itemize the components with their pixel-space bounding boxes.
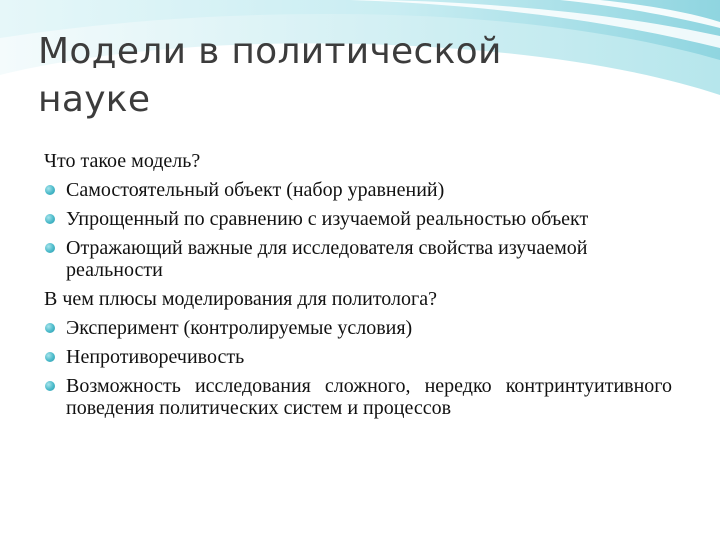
bullet-text: Упрощенный по сравнению с изучаемой реальностью объект: [66, 208, 589, 230]
slide-body: [44, 150, 672, 426]
bullet-item: [44, 317, 672, 339]
bullet-text: Непротиворечивость: [66, 346, 245, 368]
slide-title: [38, 28, 678, 124]
bullet-dot-icon: [45, 323, 55, 333]
bullet-text: Самостоятельный объект (набор уравнений): [66, 179, 445, 201]
bullet-dot-icon: [45, 214, 55, 224]
question-line: [44, 288, 672, 310]
bullet-dot-icon: [45, 381, 55, 391]
slide-title-line-1: Модели в политической: [38, 31, 502, 72]
bullet-item: [44, 375, 672, 419]
bullet-dot-icon: [45, 243, 55, 253]
bullet-text: Возможность исследования сложного, нередко контринтуитивного поведения политических систем и процессов: [66, 375, 672, 419]
slide-title-line-2: науке: [38, 79, 151, 120]
question-text: В чем плюсы моделирования для политолога?: [44, 288, 437, 310]
bullet-text: Эксперимент (контролируемые условия): [66, 317, 413, 339]
question-line: [44, 150, 672, 172]
bullet-item: [44, 237, 672, 281]
bullet-dot-icon: [45, 185, 55, 195]
bullet-item: [44, 346, 672, 368]
bullet-text: Отражающий важные для исследователя свойства изучаемой реальности: [66, 237, 588, 281]
bullet-item: [44, 179, 672, 201]
bullet-dot-icon: [45, 352, 55, 362]
question-text: Что такое модель?: [44, 150, 201, 172]
bullet-item: [44, 208, 672, 230]
